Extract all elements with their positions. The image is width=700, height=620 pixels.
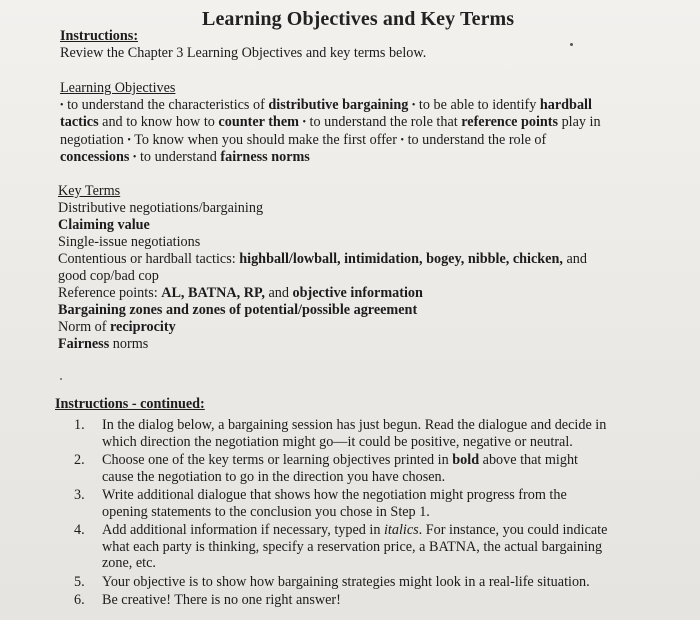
- objectives-line-4: concessions • to understand fairness norms: [60, 149, 310, 165]
- key-term: Single-issue negotiations: [58, 234, 201, 250]
- instructions-list: [74, 417, 674, 611]
- key-term: Distributive negotiations/bargaining: [58, 200, 264, 216]
- list-item: 1. In the dialog below, a bargaining session has just begun. Read the dialogue and decide in which direction the negotiation might go—it could be positive, negative or neutral.: [74, 417, 607, 450]
- instructions-section: [60, 28, 660, 61]
- list-item: 3. Write additional dialogue that shows how the negotiation might progress from the opening statements to the conclusion you chose in Step 1.: [74, 487, 567, 520]
- speck-mark: [60, 378, 62, 380]
- objectives-heading: Learning Objectives: [60, 80, 176, 96]
- instructions-text: Review the Chapter 3 Learning Objectives and key terms below.: [60, 44, 427, 61]
- list-item: 5. Your objective is to show how bargaining strategies might look in a real-life situation.: [74, 573, 590, 590]
- objectives-line-2: tactics and to know how to counter them • to understand the role that reference points play in: [60, 114, 601, 130]
- key-term: Contentious or hardball tactics: highball/lowball, intimidation, bogey, nibble, chicken, and: [58, 251, 587, 267]
- key-term: Claiming value: [58, 217, 150, 233]
- continued-heading: Instructions - continued:: [55, 396, 205, 412]
- key-terms-heading: Key Terms: [58, 183, 121, 199]
- bullet-icon: •: [127, 134, 131, 146]
- bullet-icon: •: [302, 117, 306, 128]
- objectives-line-3: negotiation • To know when you should make the first offer • to understand the role of: [60, 131, 547, 148]
- bullet-icon: •: [411, 99, 416, 111]
- objectives-section: [60, 80, 680, 167]
- instructions-heading: Instructions:: [60, 28, 139, 44]
- key-term: Fairness norms: [58, 336, 149, 352]
- bullet-icon: •: [400, 134, 405, 146]
- key-term: Reference points: AL, BATNA, RP, and objective information: [58, 285, 423, 301]
- page-title: Learning Objectives and Key Terms: [202, 8, 515, 30]
- key-term-continuation: good cop/bad cop: [58, 268, 159, 284]
- key-term: Norm of reciprocity: [58, 319, 176, 335]
- bullet-icon: •: [60, 99, 64, 111]
- list-item: 4. Add additional information if necessary, typed in italics. For instance, you could indicate what each party is thinking, specify a reservation price, a BATNA, the actual bargaining zone, etc.: [74, 522, 608, 571]
- key-term: Bargaining zones and zones of potential/possible agreement: [58, 302, 418, 318]
- list-item: 6. Be creative! There is no one right answer!: [74, 592, 341, 608]
- key-terms-section: [58, 183, 678, 353]
- list-item: 2. Choose one of the key terms or learning objectives printed in bold above that might cause the negotiation to go in the direction you have chosen.: [74, 452, 578, 485]
- bullet-icon: •: [132, 152, 137, 163]
- objectives-line-1: • to understand the characteristics of distributive bargaining • to be able to identify hardball: [60, 96, 592, 113]
